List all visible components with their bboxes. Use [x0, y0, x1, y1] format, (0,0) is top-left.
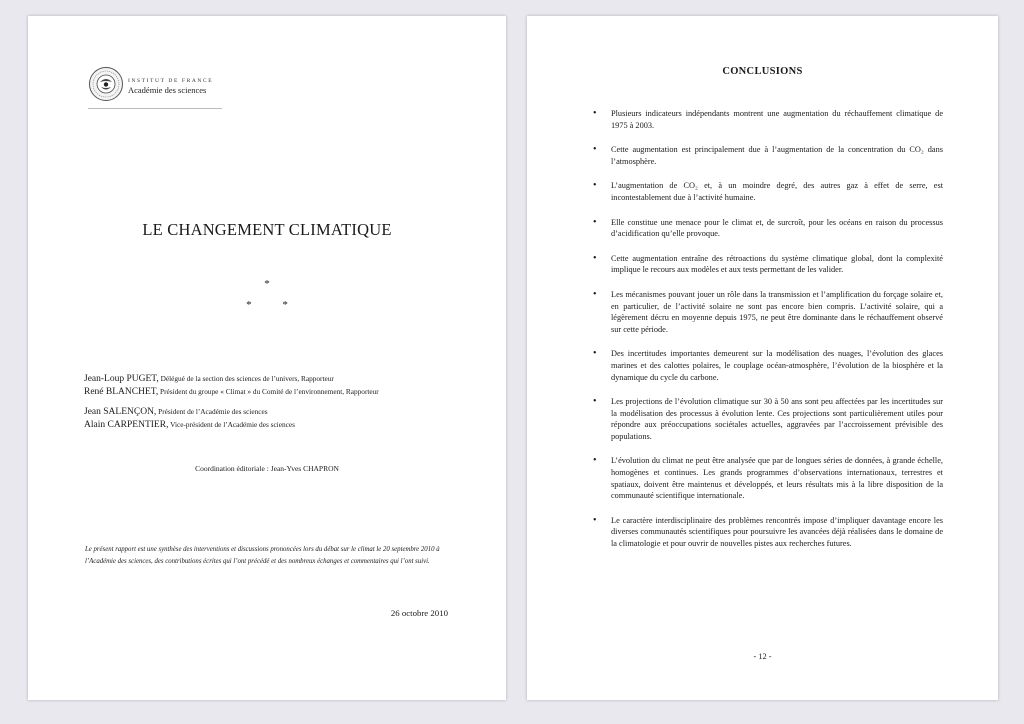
author-line	[84, 419, 494, 432]
author-line	[84, 386, 494, 399]
report-abstract: Le présent rapport est une synthèse des interventions et discussions prononcées lors du débat sur le climat le 20 septembre 2010 à l’Académie des sciences, des contributions écrites qui l’ont précédé et des nombreux échanges et commentaires qui l’ont suivi.	[85, 546, 440, 565]
asterisk-top: *	[264, 278, 270, 290]
academie-seal-icon	[88, 66, 124, 102]
institut-label: INSTITUT DE FRANCE	[128, 78, 214, 84]
list-item: • Cette augmentation entraîne des rétroactions du système climatique global, dont la complexité implique le recours aux modèles et aux tests permettant de les valider.	[593, 253, 943, 276]
author-name: Jean SALENÇON,	[84, 407, 157, 417]
academie-label: Académie des sciences	[128, 85, 207, 96]
author-role: Vice-président de l’Académie des sciences	[168, 419, 295, 429]
author-line	[84, 406, 494, 419]
authors-block	[84, 373, 494, 431]
list-item: • Le caractère interdisciplinaire des problèmes rencontrés impose d’impliquer davantage encore les diverses communautés scientifiques pour poursuivre les avancées déjà réalisées dans le domaine de la climatologie et pour ouvrir de nouvelles pistes aux recherches futures.	[593, 515, 943, 550]
author-name: Alain CARPENTIER,	[84, 419, 169, 430]
asterism	[28, 274, 506, 316]
author-role: Délégué de la section des sciences de l’univers, Rapporteur	[158, 374, 334, 383]
institution-name	[128, 78, 213, 95]
title-page	[28, 16, 506, 700]
list-item: • Des incertitudes importantes demeurent sur la modélisation des nuages, l’évolution des glaces marines et des calottes polaires, le couplage océan-atmosphère, l’évolution de la biosphère et la dynamique du cycle du carbone.	[593, 348, 943, 383]
list-item: • L’évolution du climat ne peut être analysée que par de longues séries de données, à grande échelle, homogènes et continues. Les grands programmes d’observations internationaux, terrestres et spatiaux, doivent être maintenus et développés, et leurs résultats mis à la libre disposition de la communauté scientifique internationale.	[593, 455, 943, 501]
page-number: - 12 -	[753, 652, 772, 661]
author-role: Président du groupe « Climat » du Comité de l’environnement, Rapporteur	[158, 386, 379, 396]
list-item: • Les mécanismes pouvant jouer un rôle dans la transmission et l’amplification du forçage solaire et, en particulier, de l’activité solaire ne sont pas encore bien compris. L’activité solaire, qui a légèrement décru en moyenne depuis 1975, ne peut être dominante dans le réchauffement observé sur cette période.	[593, 289, 943, 335]
asterisk-left: *	[246, 298, 252, 311]
list-item: • Elle constitue une menace pour le climat et, de surcroît, pour les océans en raison du processus d’acidification qu’elle provoque.	[593, 217, 943, 240]
author-line	[84, 373, 494, 386]
document-title: LE CHANGEMENT CLIMATIQUE	[142, 220, 392, 239]
author-role: Président de l’Académie des sciences	[156, 407, 268, 416]
author-name: René BLANCHET,	[84, 386, 159, 397]
conclusions-list	[593, 108, 943, 563]
conclusions-heading: CONCLUSIONS	[722, 66, 803, 77]
publication-date: 26 octobre 2010	[390, 608, 448, 618]
asterisk-row	[28, 295, 506, 316]
list-item: • Plusieurs indicateurs indépendants montrent une augmentation du réchauffement climatique de 1975 à 2003.	[593, 108, 943, 131]
editorial-coordination: Coordination éditoriale : Jean-Yves CHAPRON	[195, 464, 339, 473]
list-item: • L’augmentation de CO₂ et, à un moindre degré, des autres gaz à effet de serre, est incontestablement due à l’activité humaine.	[593, 180, 943, 203]
conclusions-page	[527, 16, 998, 700]
asterisk-right: *	[282, 298, 288, 311]
list-item: • Cette augmentation est principalement due à l’augmentation de la concentration du CO₂ dans l’atmosphère.	[593, 144, 943, 167]
author-name: Jean-Loup PUGET,	[84, 374, 159, 384]
header-divider	[88, 108, 222, 109]
list-item: • Les projections de l’évolution climatique sur 30 à 50 ans sont peu affectées par les incertitudes sur la modélisation des processus à évolution lente. Ces projections sont particulièrement utiles pour répondre aux préoccupations sociétales actuelles, aggravées par l’accroissement prévisible des populations.	[593, 396, 943, 442]
